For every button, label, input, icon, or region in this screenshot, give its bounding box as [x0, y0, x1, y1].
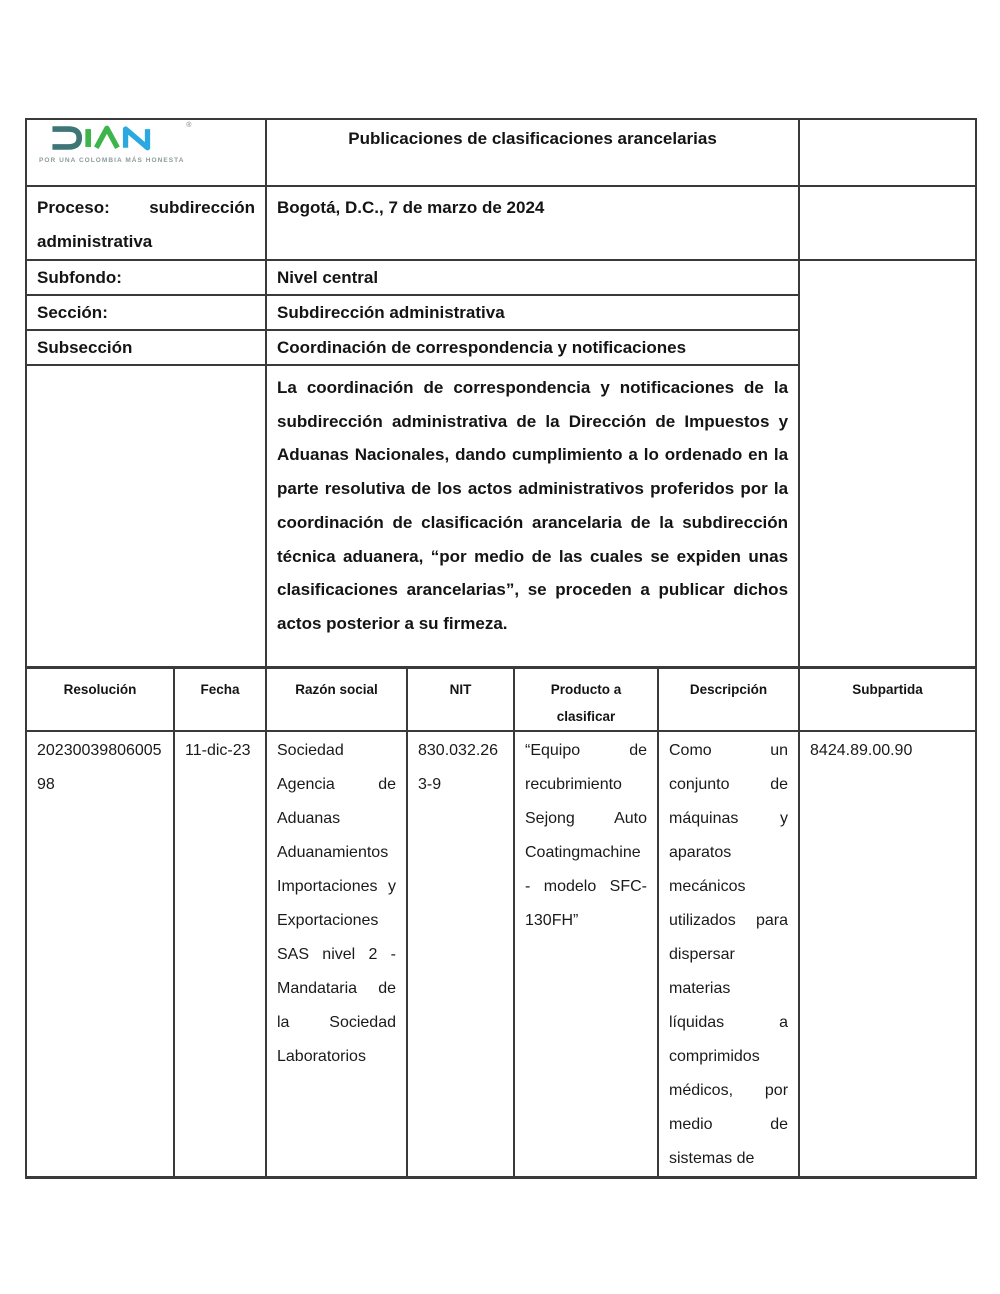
- subfondo-label: Subfondo:: [26, 260, 266, 295]
- intro-paragraph: La coordinación de correspondencia y notificaciones de la subdirección administrativa de la Dirección de Impuestos y Aduanas Nacionales, dando cumplimiento a lo ordenado en la parte resolutiva de los actos administrativos proferidos por la coordinación de clasificación arancelaria de la subdirección técnica aduanera, “por medio de las cuales se expiden unas clasificaciones arancelarias”, se proceden a publicar dichos actos posterior a su firmeza.: [266, 365, 799, 667]
- seccion-label: Sección:: [26, 295, 266, 330]
- col-header-subpartida: Subpartida: [799, 667, 976, 731]
- subseccion-label: Subsección: [26, 330, 266, 365]
- col-header-producto: Producto a clasificar: [514, 667, 658, 731]
- table-header-row: [26, 667, 976, 731]
- razon-social-cell: Sociedad Agencia de Aduanas Aduanamientos Importaciones y Exportaciones SAS nivel 2 - Mandataria de la Sociedad Laboratorios: [266, 731, 407, 1178]
- process-label: Proceso: subdirección administrativa: [26, 186, 266, 260]
- publication-document-table: [25, 118, 977, 1179]
- col-header-nit: NIT: [407, 667, 514, 731]
- producto-cell: “Equipo de recubrimiento Sejong Auto Coatingmachine - modelo SFC-130FH”: [514, 731, 658, 1178]
- fecha-cell: 11-dic-23: [174, 731, 266, 1178]
- subseccion-value: Coordinación de correspondencia y notificaciones: [266, 330, 799, 365]
- col-header-razon-social: Razón social: [266, 667, 407, 731]
- resolucion-cell: 2023003980600598: [26, 731, 174, 1178]
- empty-cell: [799, 186, 976, 260]
- col-header-descripcion: Descripción: [658, 667, 799, 731]
- subpartida-cell: 8424.89.00.90: [799, 731, 976, 1178]
- city-date-line: Bogotá, D.C., 7 de marzo de 2024: [266, 186, 799, 260]
- col-header-resolucion: Resolución: [26, 667, 174, 731]
- dian-logo: [36, 122, 192, 164]
- nit-cell: 830.032.263-9: [407, 731, 514, 1178]
- table-row: [26, 731, 976, 1178]
- header-row: [26, 119, 976, 186]
- descripcion-cell: Como un conjunto de máquinas y aparatos mecánicos utilizados para dispersar materias líquidas a comprimidos médicos, por medio de sistemas de: [658, 731, 799, 1178]
- document-title: Publicaciones de clasificaciones arancelarias: [266, 119, 799, 186]
- dian-logo-icon: [36, 125, 168, 151]
- empty-cell: [799, 119, 976, 186]
- registered-mark: ®: [186, 122, 192, 129]
- empty-cell: [799, 260, 976, 667]
- logo-tagline: POR UNA COLOMBIA MÁS HONESTA: [39, 157, 185, 164]
- col-header-fecha: Fecha: [174, 667, 266, 731]
- process-row: [26, 186, 976, 260]
- metadata-row-subfondo: [26, 260, 976, 295]
- subfondo-value: Nivel central: [266, 260, 799, 295]
- seccion-value: Subdirección administrativa: [266, 295, 799, 330]
- logo-cell: [26, 119, 266, 186]
- empty-cell: [26, 365, 266, 667]
